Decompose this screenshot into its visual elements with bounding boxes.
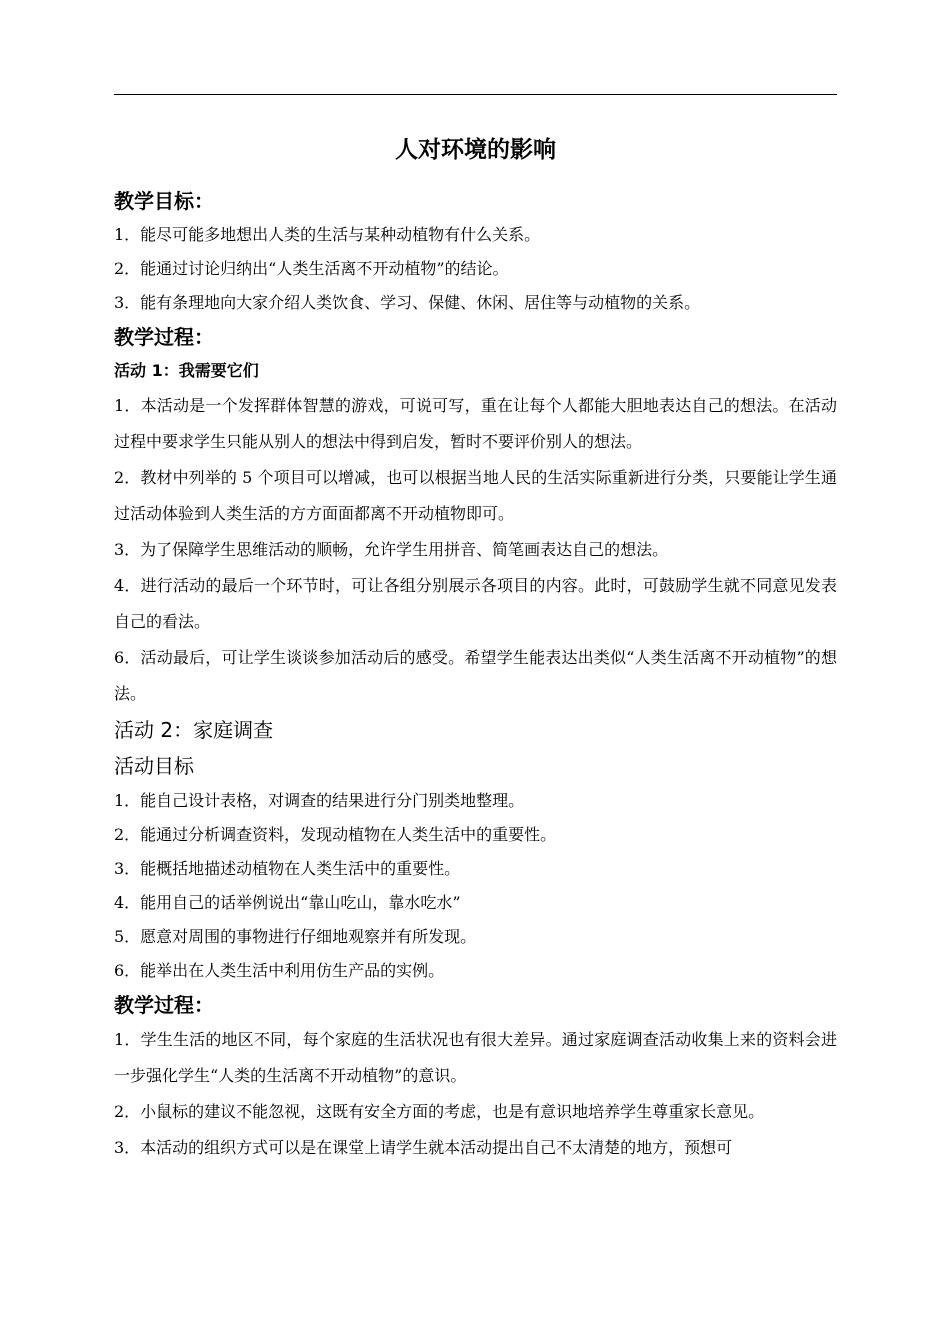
paragraph: 6．活动最后，可让学生谈谈参加活动后的感受。希望学生能表达出类似“人类生活离不开动植物”的想法。	[114, 648, 837, 703]
document-body	[114, 128, 837, 1166]
paragraph: 3．为了保障学生思维活动的顺畅，允许学生用拼音、简笔画表达自己的想法。	[114, 540, 669, 559]
section-heading: 教学过程：	[114, 325, 214, 349]
paragraph: 1．本活动是一个发挥群体智慧的游戏，可说可写，重在让每个人都能大胆地表达自己的想法。在活动过程中要求学生只能从别人的想法中得到启发，暂时不要评价别人的想法。	[114, 396, 837, 451]
header-rule	[114, 94, 837, 95]
paragraph: 4．能用自己的话举例说出“靠山吃山，靠水吃水”	[114, 893, 461, 912]
paragraph: 5．愿意对周围的事物进行仔细地观察并有所发现。	[114, 927, 477, 946]
paragraph: 2．能通过分析调查资料，发现动植物在人类生活中的重要性。	[114, 825, 557, 844]
document-title: 人对环境的影响	[395, 137, 556, 163]
paragraph: 3．能有条理地向大家介绍人类饮食、学习、保健、休闲、居住等与动植物的关系。	[114, 293, 701, 312]
paragraph: 4．进行活动的最后一个环节时，可让各组分别展示各项目的内容。此时，可鼓励学生就不同意见发表自己的看法。	[114, 576, 837, 631]
subsection-heading: 活动 1：我需要它们	[114, 361, 259, 380]
section-heading: 活动目标	[114, 754, 194, 778]
paragraph: 1．能自己设计表格，对调查的结果进行分门别类地整理。	[114, 791, 525, 810]
document-sections	[114, 184, 837, 1166]
paragraph: 3．本活动的组织方式可以是在课堂上请学生就本活动提出自己不太清楚的地方，预想可	[114, 1138, 733, 1157]
section-heading: 教学目标：	[114, 189, 214, 213]
paragraph: 2．能通过讨论归纳出“人类生活离不开动植物”的结论。	[114, 259, 509, 278]
paragraph: 1．能尽可能多地想出人类的生活与某种动植物有什么关系。	[114, 225, 541, 244]
paragraph: 2．教材中列举的 5 个项目可以增减，也可以根据当地人民的生活实际重新进行分类，只要能让学生通过活动体验到人类生活的方方面面都离不开动植物即可。	[114, 468, 837, 523]
section-heading: 教学过程：	[114, 993, 214, 1017]
section-heading: 活动 2：家庭调查	[114, 718, 274, 742]
paragraph: 3．能概括地描述动植物在人类生活中的重要性。	[114, 859, 461, 878]
paragraph: 6．能举出在人类生活中利用仿生产品的实例。	[114, 961, 445, 980]
paragraph: 1．学生生活的地区不同，每个家庭的生活状况也有很大差异。通过家庭调查活动收集上来的资料会进一步强化学生“人类的生活离不开动植物”的意识。	[114, 1030, 837, 1085]
paragraph: 2．小鼠标的建议不能忽视，这既有安全方面的考虑，也是有意识地培养学生尊重家长意见。	[114, 1102, 765, 1121]
